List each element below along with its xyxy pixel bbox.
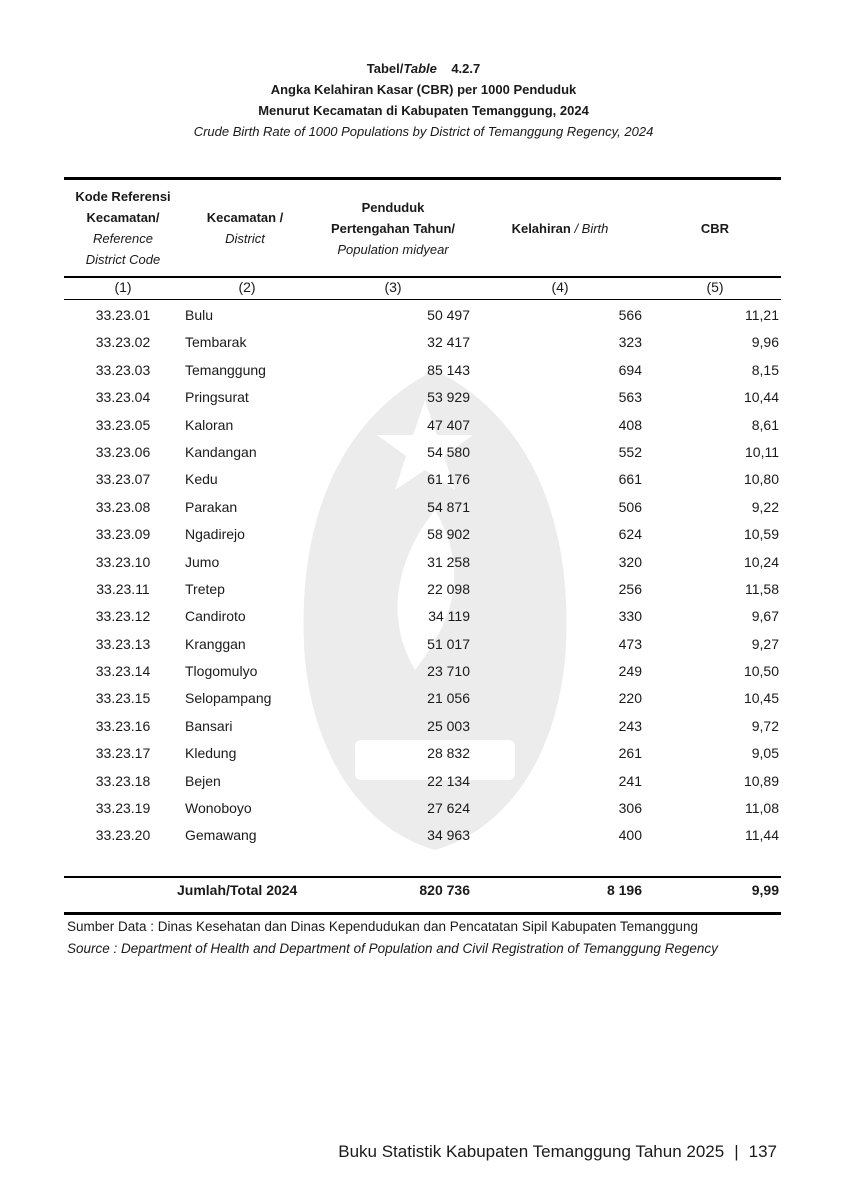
district-code-cell: 33.23.02 <box>95 334 151 351</box>
table-row <box>0 633 847 660</box>
population-cell: 47 407 <box>427 416 470 433</box>
population-cell: 54 580 <box>427 443 470 460</box>
table-row <box>0 331 847 358</box>
source-note-id: Sumber Data : Dinas Kesehatan dan Dinas Kependudukan dan Pencatatan Sipil Kabupaten Temanggung <box>67 919 698 934</box>
column-number-5: (5) <box>706 279 724 295</box>
header-population-line2: Pertengahan Tahun/ <box>331 220 455 236</box>
district-code-cell: 33.23.18 <box>95 772 151 789</box>
page-footer <box>338 1142 777 1162</box>
table-row <box>0 414 847 441</box>
district-code-cell: 33.23.05 <box>95 416 151 433</box>
cbr-cell: 10,24 <box>743 553 779 570</box>
table-row <box>0 605 847 632</box>
population-cell: 61 176 <box>427 471 470 488</box>
district-name-cell: Selopampang <box>185 690 272 707</box>
table-row <box>0 824 847 851</box>
district-code-cell: 33.23.11 <box>96 580 150 597</box>
births-cell: 473 <box>618 635 642 652</box>
page-number: 137 <box>748 1142 777 1161</box>
population-cell: 50 497 <box>427 307 470 323</box>
total-label: Jumlah/Total 2024 <box>177 882 298 898</box>
district-name-cell: Gemawang <box>185 827 257 844</box>
table-prefix-en: Table <box>403 61 437 76</box>
district-name-cell: Bulu <box>185 307 214 323</box>
births-cell: 243 <box>618 717 642 734</box>
cbr-cell: 11,44 <box>745 827 779 844</box>
table-prefix: Tabel/ <box>366 61 404 76</box>
table-bottom-rule <box>64 912 781 915</box>
district-name-cell: Tlogomulyo <box>185 663 258 680</box>
district-code-cell: 33.23.14 <box>95 663 151 680</box>
header-district-line1: Kecamatan / <box>206 210 284 225</box>
district-code-cell: 33.23.01 <box>95 307 151 323</box>
district-code-cell: 33.23.03 <box>95 361 151 378</box>
births-cell: 552 <box>618 443 642 460</box>
table-row <box>0 578 847 605</box>
district-code-cell: 33.23.17 <box>95 745 151 762</box>
table-row <box>0 523 847 550</box>
births-cell: 323 <box>618 334 642 351</box>
births-cell: 661 <box>618 471 642 488</box>
cbr-cell: 10,44 <box>743 389 779 406</box>
population-cell: 32 417 <box>427 334 470 351</box>
watermark-text-line1 <box>0 0 1 1</box>
district-name-cell: Wonoboyo <box>185 800 252 817</box>
title-line-1: Angka Kelahiran Kasar (CBR) per 1000 Penduduk <box>270 82 577 97</box>
births-cell: 408 <box>618 416 642 433</box>
header-births-id: Kelahiran <box>511 220 571 236</box>
district-code-cell: 33.23.15 <box>95 690 151 707</box>
cbr-cell: 11,21 <box>745 307 779 323</box>
district-name-cell: Kledung <box>185 745 237 762</box>
births-cell: 241 <box>618 772 642 789</box>
births-cell: 694 <box>618 361 642 378</box>
district-name-cell: Parakan <box>185 498 238 515</box>
table-row <box>0 715 847 742</box>
district-code-cell: 33.23.09 <box>95 526 151 543</box>
cbr-cell: 9,72 <box>751 717 779 734</box>
births-cell: 256 <box>618 580 642 597</box>
header-births-en: / Birth <box>570 220 609 236</box>
column-number-4: (4) <box>551 279 569 295</box>
header-population <box>312 180 474 276</box>
cbr-cell: 10,45 <box>743 690 779 707</box>
district-name-cell: Kranggan <box>185 635 246 652</box>
population-cell: 28 832 <box>427 745 470 762</box>
table-row <box>0 359 847 386</box>
cbr-cell: 9,96 <box>751 334 779 351</box>
cbr-cell: 10,89 <box>743 772 779 789</box>
district-name-cell: Pringsurat <box>185 389 249 406</box>
source-note-en: Source : Department of Health and Department of Population and Civil Registration of Temanggung Regency <box>67 941 718 956</box>
population-cell: 31 258 <box>427 553 470 570</box>
population-cell: 34 963 <box>427 827 470 844</box>
cbr-cell: 11,58 <box>745 580 779 597</box>
column-number-1: (1) <box>114 279 132 295</box>
header-district <box>185 180 305 276</box>
title-english: Crude Birth Rate of 1000 Populations by District of Temanggung Regency, 2024 <box>193 124 654 139</box>
district-code-cell: 33.23.06 <box>95 443 151 460</box>
column-number-2: (2) <box>238 279 256 295</box>
table-row <box>0 660 847 687</box>
cbr-cell: 10,11 <box>745 443 779 460</box>
header-district-line2: District <box>225 231 265 246</box>
births-cell: 320 <box>618 553 642 570</box>
population-cell: 22 134 <box>427 772 470 789</box>
district-code-cell: 33.23.13 <box>95 635 151 652</box>
header-bottom-rule <box>64 276 781 278</box>
table-row <box>0 770 847 797</box>
births-cell: 249 <box>618 663 642 680</box>
population-cell: 25 003 <box>427 717 470 734</box>
population-cell: 21 056 <box>427 690 470 707</box>
district-code-cell: 33.23.04 <box>95 389 151 406</box>
births-cell: 506 <box>618 498 642 515</box>
district-code-cell: 33.23.20 <box>95 827 151 844</box>
table-title <box>0 58 847 142</box>
column-number-row <box>64 279 781 299</box>
table-number-line <box>0 58 847 79</box>
district-name-cell: Bejen <box>185 772 221 789</box>
district-code-cell: 33.23.12 <box>95 608 151 625</box>
total-population: 820 736 <box>419 882 470 898</box>
header-code <box>64 180 182 276</box>
table-row <box>0 496 847 523</box>
district-name-cell: Temanggung <box>185 361 266 378</box>
population-cell: 85 143 <box>427 361 470 378</box>
population-cell: 23 710 <box>427 663 470 680</box>
district-code-cell: 33.23.08 <box>95 498 151 515</box>
cbr-cell: 10,50 <box>743 663 779 680</box>
births-cell: 400 <box>618 827 642 844</box>
population-cell: 34 119 <box>428 608 470 625</box>
population-cell: 58 902 <box>427 526 470 543</box>
cbr-cell: 8,15 <box>751 361 779 378</box>
births-cell: 566 <box>618 307 642 323</box>
table-row <box>0 304 847 331</box>
table-row <box>0 386 847 413</box>
table-row <box>0 468 847 495</box>
births-cell: 330 <box>618 608 642 625</box>
title-line-2: Menurut Kecamatan di Kabupaten Temanggung, 2024 <box>258 103 589 118</box>
footer-book-title: Buku Statistik Kabupaten Temanggung Tahun 2025 <box>338 1142 725 1161</box>
district-code-cell: 33.23.10 <box>95 553 151 570</box>
district-name-cell: Kaloran <box>185 416 234 433</box>
district-name-cell: Jumo <box>185 553 220 570</box>
district-name-cell: Kandangan <box>185 443 257 460</box>
cbr-cell: 9,67 <box>751 608 779 625</box>
population-cell: 27 624 <box>427 800 470 817</box>
district-code-cell: 33.23.19 <box>95 800 151 817</box>
header-births <box>485 180 635 276</box>
total-row <box>0 880 847 904</box>
births-cell: 261 <box>618 745 642 762</box>
cbr-cell: 11,08 <box>745 800 779 817</box>
total-top-rule <box>64 876 781 878</box>
total-cbr: 9,99 <box>751 882 779 898</box>
births-cell: 306 <box>618 800 642 817</box>
births-cell: 563 <box>618 389 642 406</box>
population-cell: 51 017 <box>427 635 470 652</box>
cbr-cell: 8,61 <box>751 416 779 433</box>
population-cell: 53 929 <box>427 389 470 406</box>
district-name-cell: Tretep <box>185 580 225 597</box>
cbr-cell: 9,22 <box>751 498 779 515</box>
population-cell: 22 098 <box>427 580 470 597</box>
header-cbr <box>650 180 780 276</box>
cbr-cell: 9,27 <box>751 635 779 652</box>
cbr-cell: 10,80 <box>743 471 779 488</box>
district-code-cell: 33.23.16 <box>95 717 151 734</box>
total-births: 8 196 <box>606 882 642 898</box>
header-code-line3: Reference <box>93 231 153 246</box>
district-name-cell: Candiroto <box>185 608 246 625</box>
district-name-cell: Kedu <box>185 471 218 488</box>
header-population-line1: Penduduk <box>361 199 425 215</box>
footer-separator: | <box>734 1142 739 1161</box>
table-number: 4.2.7 <box>451 61 481 76</box>
header-code-line1: Kode Referensi <box>75 189 171 204</box>
births-cell: 220 <box>618 690 642 707</box>
district-name-cell: Ngadirejo <box>185 526 245 543</box>
table-row <box>0 687 847 714</box>
table-body <box>0 304 847 852</box>
header-code-line4: District Code <box>85 252 161 267</box>
table-row <box>0 742 847 769</box>
cbr-cell: 10,59 <box>743 526 779 543</box>
table-row <box>0 797 847 824</box>
cbr-cell: 9,05 <box>751 745 779 762</box>
district-code-cell: 33.23.07 <box>95 471 151 488</box>
column-number-3: (3) <box>384 279 402 295</box>
header-code-line2: Kecamatan/ <box>86 210 160 225</box>
header-population-line3: Population midyear <box>337 241 449 257</box>
district-name-cell: Tembarak <box>185 334 247 351</box>
source-note <box>67 916 718 960</box>
district-name-cell: Bansari <box>185 717 233 734</box>
table-row <box>0 551 847 578</box>
population-cell: 54 871 <box>427 498 470 515</box>
table-row <box>0 441 847 468</box>
header-cbr-label: CBR <box>700 220 730 236</box>
colnum-bottom-rule <box>64 299 781 300</box>
births-cell: 624 <box>618 526 642 543</box>
